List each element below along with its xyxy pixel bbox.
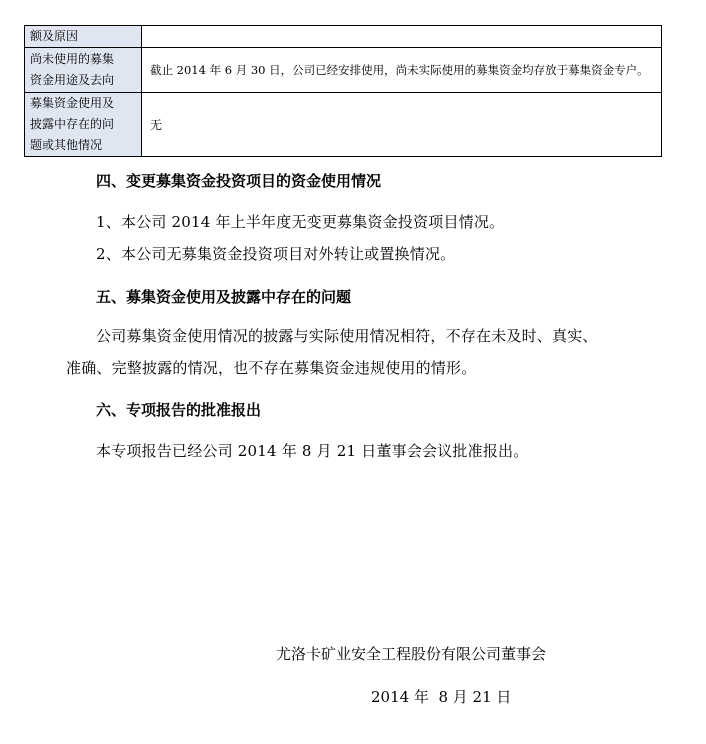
row-label-text: 额及原因 — [30, 29, 79, 43]
row-label — [25, 26, 142, 48]
section6-paragraph: 本专项报告已经公司 2014 年 8 月 21 日董事会会议批准报出。 — [96, 442, 529, 460]
section4-item-2: 2、本公司无募集资金投资项目对外转让或置换情况。 — [96, 245, 456, 263]
table-row — [25, 48, 662, 93]
row-value: 无 — [142, 93, 662, 157]
table-row — [25, 93, 662, 157]
row-label — [25, 48, 142, 93]
signature-date: 2014 年 8 月 21 日 — [371, 688, 512, 706]
row-label — [25, 93, 142, 157]
section5-paragraph-line1: 公司募集资金使用情况的披露与实际使用情况相符，不存在未及时、真实、 — [96, 327, 598, 345]
fund-usage-table — [24, 25, 662, 157]
label-line: 尚未使用的募集 — [30, 52, 115, 66]
signature-company: 尤洛卡矿业安全工程股份有限公司董事会 — [276, 645, 547, 663]
label-line: 募集资金使用及 — [30, 96, 115, 110]
section-heading-5: 五、募集资金使用及披露中存在的问题 — [96, 288, 352, 306]
row-value — [142, 26, 662, 48]
section-heading-6: 六、专项报告的批准报出 — [96, 401, 262, 419]
row-value: 截止 2014 年 6 月 30 日，公司已经安排使用，尚未实际使用的募集资金均存放于募集资金专户。 — [142, 48, 662, 93]
section5-paragraph-line2: 准确、完整披露的情况，也不存在募集资金违规使用的情形。 — [66, 359, 477, 377]
label-line: 披露中存在的问 — [30, 117, 115, 131]
section-heading-4: 四、变更募集资金投资项目的资金使用情况 — [96, 172, 382, 190]
section4-item-1: 1、本公司 2014 年上半年度无变更募集资金投资项目情况。 — [96, 213, 505, 231]
label-line: 题或其他情况 — [30, 138, 103, 152]
label-line: 资金用途及去向 — [30, 73, 115, 87]
table-row — [25, 26, 662, 48]
